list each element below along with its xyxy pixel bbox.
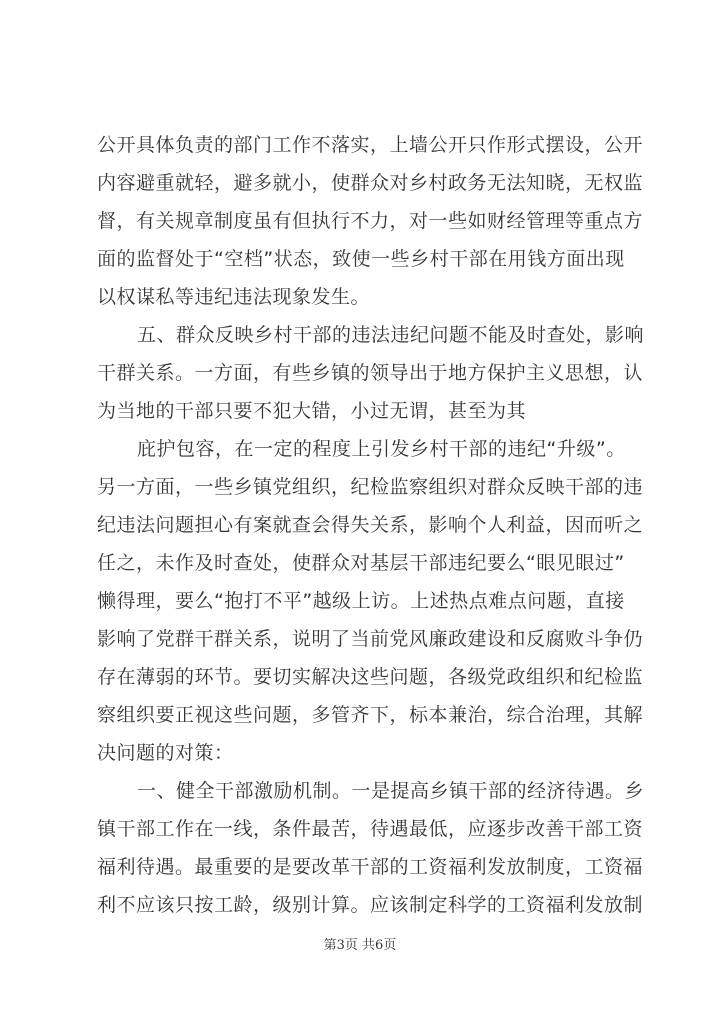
paragraph-first-line: 一、健全干部激励机制。一是提高乡镇干部的经济待遇。乡 [137,780,645,802]
paragraph-first-line: 五、群众反映乡村干部的违法违纪问题不能及时查处，影响 [137,324,645,346]
text-line: 察组织要正视这些问题，多管齐下，标本兼治，综合治理，其解 [97,704,644,726]
text-line: 决问题的对策： [97,742,234,764]
text-line: 为当地的干部只要不犯大错，小过无谓，甚至为其 [97,400,527,422]
page-number-footer: 第3页 共6页 [323,938,397,953]
text-line: 存在薄弱的环节。要切实解决这些问题，各级党政组织和纪检监 [97,666,644,688]
text-line: 利不应该只按工龄，级别计算。应该制定科学的工资福利发放制 [97,894,644,916]
text-line: 面的监督处于“空档”状态，致使一些乡村干部在用钱方面出现 [97,248,625,270]
text-line: 督，有关规章制度虽有但执行不力，对一些如财经管理等重点方 [97,210,644,232]
text-line: 影响了党群干群关系，说明了当前党风廉政建设和反腐败斗争仍 [97,628,644,650]
text-line: 公开具体负责的部门工作不落实，上墙公开只作形式摆设，公开 [97,134,644,156]
text-line: 懒得理，要么“抱打不平”越级上访。上述热点难点问题，直接 [97,590,625,612]
text-line: 以权谋私等违纪违法现象发生。 [97,286,371,308]
text-line: 福利待遇。最重要的是要改革干部的工资福利发放制度，工资福 [97,856,644,878]
text-line: 镇干部工作在一线，条件最苦，待遇最低，应逐步改善干部工资 [97,818,644,840]
text-line: 另一方面，一些乡镇党组织，纪检监察组织对群众反映干部的违 [97,476,644,498]
text-line: 干群关系。一方面，有些乡镇的领导出于地方保护主义思想，认 [97,362,644,384]
paragraph-first-line: 庇护包容，在一定的程度上引发乡村干部的违纪“升级”。 [137,438,626,460]
text-line: 任之，未作及时查处，使群众对基层干部违纪要么“眼见眼过” [97,552,625,574]
text-line: 纪违法问题担心有案就查会得失关系，影响个人利益，因而听之 [97,514,644,536]
text-line: 内容避重就轻，避多就小，使群众对乡村政务无法知晓，无权监 [97,172,644,194]
